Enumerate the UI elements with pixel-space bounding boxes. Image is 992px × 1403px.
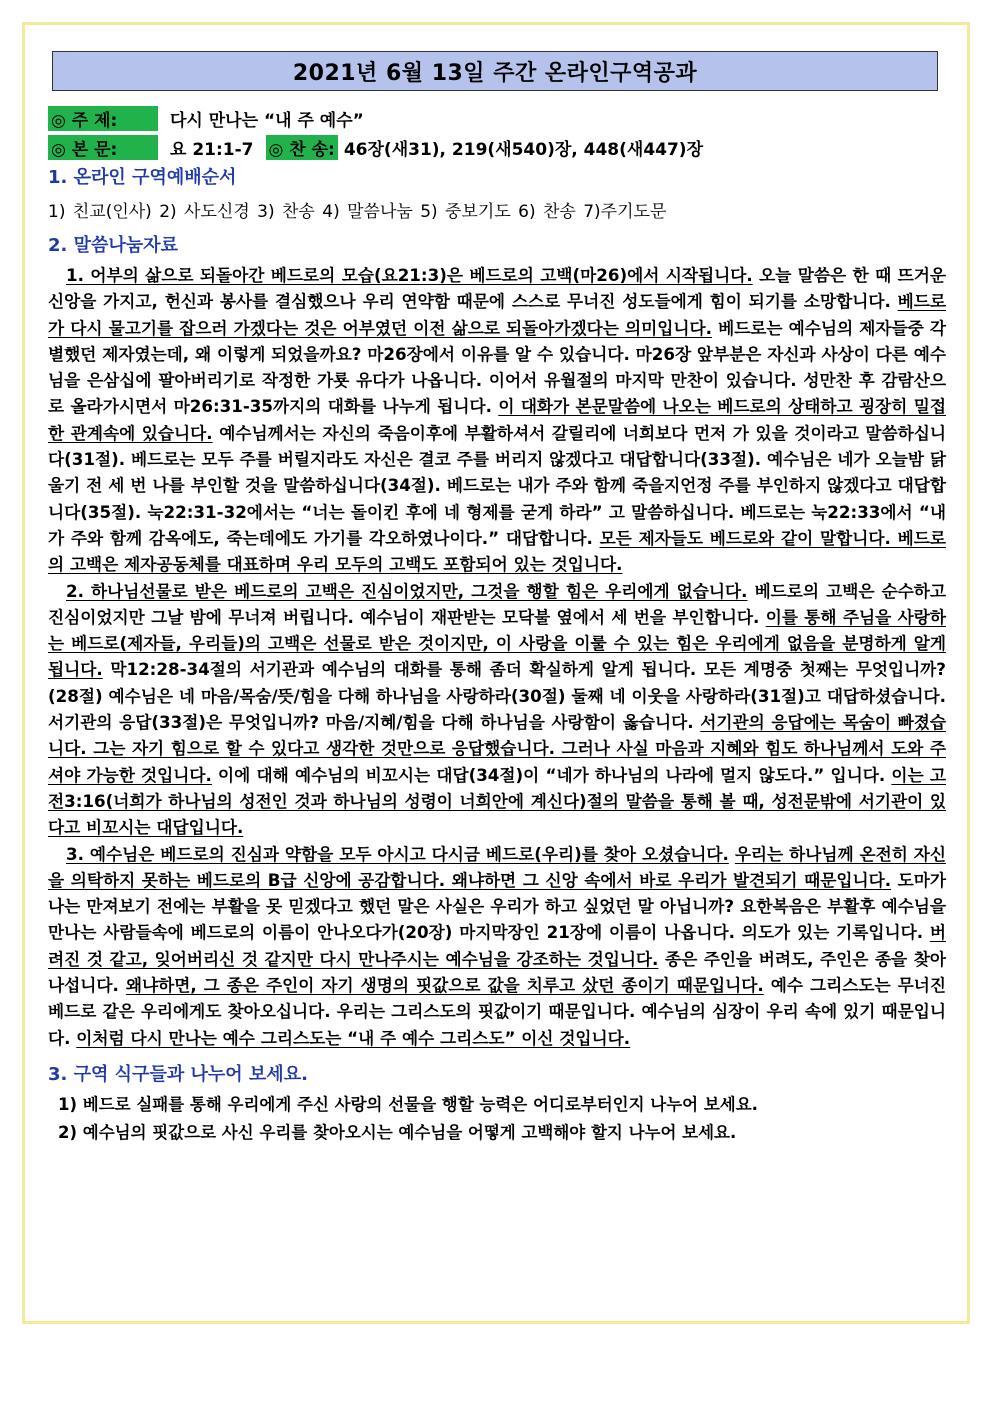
scripture-row [48, 133, 946, 162]
paragraph-2-text-b: 이를 통해 주님을 사랑하는 베드로(제자들, 우리들)의 고백은 선물로 받은 것이지만, 이 사랑을 이룰 수 있는 힘은 우리에게 없음을 분명하게 알게 됩니다. [48, 606, 946, 680]
section3-heading: 3. 구역 식구들과 나누어 보세요. [48, 1063, 308, 1085]
page-title: 2021년 6월 13일 주간 온라인구역공과 [52, 51, 938, 91]
theme-label: ◎ 주 제: [48, 106, 158, 131]
document-body [48, 104, 946, 1147]
paragraph-1-text-a: 오늘 말씀은 한 때 뜨거운 신앙을 가지고, 헌신과 봉사를 결심했으나 우리 연약함 때문에 스스로 무너진 성도들에게 힘이 되기를 소망합니다. [48, 265, 946, 312]
paragraph-2-text-d: 서기관의 응답에는 목숨이 빠졌습니다. 그는 자기 힘으로 할 수 있다고 생각한 것만으로 응답했습니다. 그러나 사실 마음과 지혜와 힘도 하나님께서 도와 주셔야 가능한 것입니다. [48, 712, 947, 785]
paragraph-3-text-a: 우리는 하나님께 온전히 자신을 의탁하지 못하는 베드로의 B급 신앙에 공감합니다. 왜냐하면 그 신앙 속에서 바로 우리가 발견되기 때문입니다. [48, 843, 946, 890]
paragraph-3-text-b: 도마가 나는 만져보기 전에는 부활을 못 믿겠다고 했던 말은 사실은 우리가 하고 싶었던 말 아닙니까? 요한복음은 부활후 예수님을 만나는 사람들속에 베드로의 이름이 안나오다가(20장) 마지막장인 21장에 이름이 나옵니다. 의도가 있는 기록입니다. [48, 869, 946, 943]
paragraph-1-text-e: 예수님께서는 자신의 죽음이후에 부활하셔서 갈릴리에 너희보다 먼저 가 있을 것이라고 말씀하십니다(31절). 베드로는 모두 주를 버릴지라도 자신은 결코 주를 버리지 않겠다고 대답합니다(33절). 예수님은 네가 오늘밤 닭울기 전 세 번 나를 부인할 것을 말씀하십니다(34절). 베드로는 내가 주와 함께 죽을지언정 주를 부인하지 않겠다고 대답합니다(35절). 눅22:31-32에서는 “너는 돌이킨 후에 네 형제를 굳게 하라” 고 말씀하십니다. 베드로는 눅22:33에서 “내가 주와 함께 감옥에도, 죽는데에도 가기를 각오하였나이다.” 대답합니다. [48, 422, 947, 548]
paragraph-1-text-b: 베드로가 다시 물고기를 잡으러 가겠다는 것은 어부였던 이전 삶으로 되돌아가겠다는 의미입니다. [48, 291, 946, 338]
hymn-label: ◎ 찬 송: [266, 135, 338, 160]
discussion-question-1: 1) 베드로 실패를 통해 우리에게 주신 사랑의 선물을 행할 능력은 어디로부터인지 나누어 보세요. [58, 1094, 758, 1114]
paragraph-3-text-g: 이처럼 다시 만나는 예수 그리스도는 “내 주 예수 그리스도” 이신 것입니다. [76, 1027, 631, 1048]
paragraph-1-lead: 1. 어부의 삶으로 되돌아간 베드로의 모습(요21:3)은 베드로의 고백(마26)에서 시작됩니다. [66, 265, 753, 285]
paragraph-1 [48, 262, 946, 578]
section2-heading: 2. 말씀나눔자료 [48, 235, 178, 256]
theme-row [48, 104, 946, 133]
paragraph-1-text-c: 베드로는 예수님의 제자들중 각별했던 제자였는데, 왜 이렇게 되었을까요? 마26장에서 이유를 알 수 있습니다. 마26장 앞부분은 자신과 사상이 다른 예수님을 은삼십에 팔아버리기로 작정한 가룟 유다가 나옵니다. 이어서 유월절의 마지막 만찬이 있습니다. 성만찬 후 감람산으로 올라가시면서 마26:31-35까지의 대화를 나누게 됩니다. [48, 317, 946, 417]
theme-value: 다시 만나는 “내 주 예수” [170, 111, 364, 131]
paragraph-2 [48, 578, 946, 841]
paragraph-2-text-c: 막12:28-34절의 서기관과 예수님의 대화를 통해 좀더 확실하게 알게 됩니다. 모든 계명중 첫째는 무엇입니까?(28절) 예수님은 네 마음/목숨/뜻/힘을 다해 하나님을 사랑하라(30절) 둘째 네 이웃을 사랑하라(31절)고 대답하셨습니다. 서기관의 응답(33절)은 무엇입니까? 마음/지혜/힘을 다해 하나님을 사랑함이 옳습니다. [48, 659, 946, 733]
paragraph-3-text-c: 버려진 것 같고, 잊어버리신 것 같지만 다시 만나주시는 예수님을 강조하는 것입니다. [48, 922, 946, 969]
worship-order: 1) 친교(인사) 2) 사도신경 3) 찬송 4) 말씀나눔 5) 중보기도 6) 찬송 7)주기도문 [48, 202, 667, 222]
paragraph-1-text-d: 이 대화가 본문말씀에 나오는 베드로의 상태하고 굉장히 밀접한 관계속에 있습니다. [48, 396, 946, 443]
text-label: ◎ 본 문: [48, 135, 158, 160]
section1-heading: 1. 온라인 구역예배순서 [48, 167, 237, 188]
paragraph-3-text-f: 예수 그리스도는 무너진 베드로 같은 우리에게도 찾아오십니다. 우리는 그리스도의 핏값이기 때문입니다. 예수님의 심장이 우리 속에 있기 때문입니다. [48, 975, 946, 1048]
paragraph-3-text-e: 왜냐하면, 그 종은 주인이 자기 생명의 핏값으로 값을 치루고 샀던 종이기 때문입니다. [125, 975, 764, 996]
paragraph-2-text-e: 이에 대해 예수님의 비꼬시는 대답(34절)이 “네가 하나님의 나라에 멀지 않도다.” 입니다. [211, 764, 892, 785]
discussion-question-2: 2) 예수님의 핏값으로 사신 우리를 찾아오시는 예수님을 어떻게 고백해야 할지 나누어 보세요. [58, 1122, 737, 1142]
paragraph-2-text-a: 베드로의 고백은 순수하고 진심이었지만 그날 밤에 무너져 버립니다. 예수님이 재판받는 모닥불 옆에서 세 번을 부인합니다. [48, 580, 946, 627]
paragraph-2-lead: 2. 하나님선물로 받은 베드로의 고백은 진심이었지만, 그것을 행할 힘은 우리에게 없습니다. [66, 580, 748, 601]
hymn-value: 46장(새31), 219(새540)장, 448(새447)장 [343, 140, 704, 160]
paragraph-3 [48, 841, 946, 1051]
paragraph-1-text-f: 모든 제자들도 베드로와 같이 말합니다. 베드로의 고백은 제자공동체를 대표하며 우리 모두의 고백도 포함되어 있는 것입니다. [48, 527, 946, 575]
paragraph-3-text-d: 종은 주인을 버려도, 주인은 종을 찾아 나섭니다. [48, 948, 946, 996]
paragraph-3-lead: 3. 예수님은 베드로의 진심과 약함을 모두 아시고 다시금 베드로(우리)를 찾아 오셨습니다. [66, 843, 729, 864]
paragraph-2-text-f: 이는 고전3:16(너희가 하나님의 성전인 것과 하나님의 성령이 너희안에 계신다)절의 말씀을 통해 볼 때, 성전문밖에 서기관이 있다고 비꼬시는 대답입니다. [48, 764, 946, 838]
text-value: 요 21:1-7 [170, 140, 254, 160]
